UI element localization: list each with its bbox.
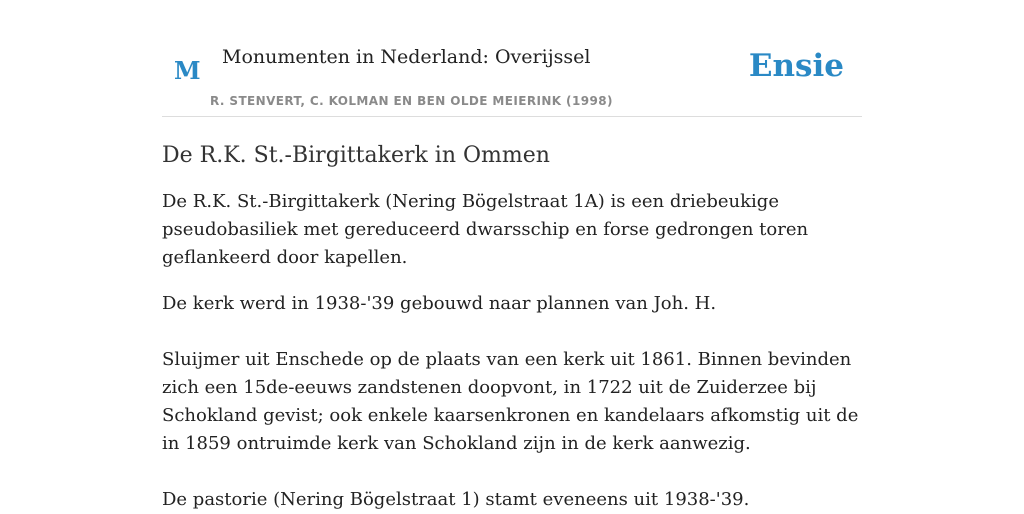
book-authors: R. STENVERT, C. KOLMAN EN BEN OLDE MEIERINK (1998) <box>210 94 613 108</box>
article-paragraph: De R.K. St.-Birgittakerk (Nering Bögelstraat 1A) is een driebeukige pseudobasiliek met gereduceerd dwarsschip en forse gedrongen toren geflankeerd door kapellen. <box>162 191 809 268</box>
article-paragraph: De kerk werd in 1938-'39 gebouwd naar plannen van Joh. H. <box>162 293 717 314</box>
article-paragraph: Sluijmer uit Enschede op de plaats van een kerk uit 1861. Binnen bevinden zich een 15de-eeuws zandstenen doopvont, in 1722 uit de Zuiderzee bij Schokland gevist; ook enkele kaarsenkronen en kandelaars afkomstig uit de in 1859 ontruimde kerk van Schokland zijn in de kerk aanwezig. <box>162 349 859 454</box>
article-paragraph: De pastorie (Nering Bögelstraat 1) stamt eveneens uit 1938-'39. <box>162 489 750 510</box>
book-logo[interactable]: M <box>174 56 201 85</box>
page-header <box>162 0 862 117</box>
article-paragraphs <box>162 188 862 514</box>
ensie-brand-logo[interactable]: Ensie <box>748 48 844 84</box>
article-title: De R.K. St.-Birgittakerk in Ommen <box>162 143 550 168</box>
article-body <box>162 142 862 514</box>
book-title-link[interactable]: Monumenten in Nederland: Overijssel <box>222 46 591 68</box>
page-container <box>162 0 862 514</box>
